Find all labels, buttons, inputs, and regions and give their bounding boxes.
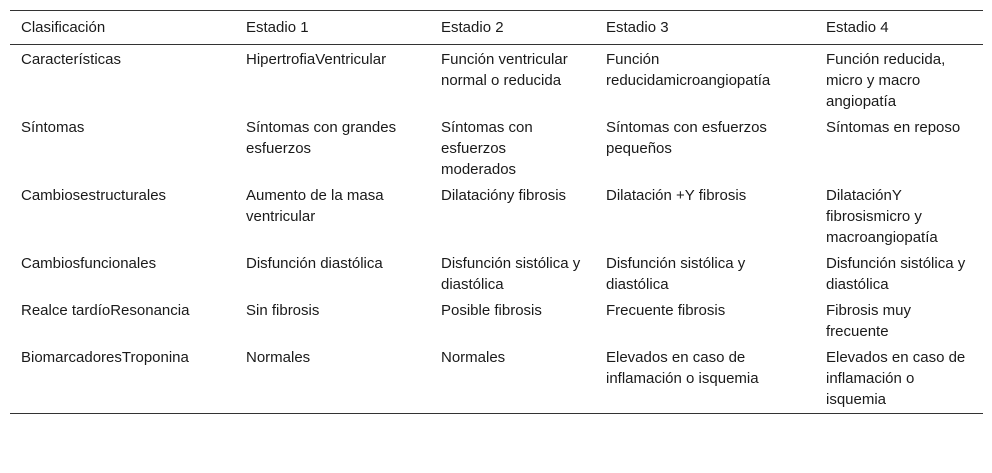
table-cell: Normales <box>246 349 311 366</box>
header-cell-estadio-3: Estadio 3 <box>606 19 669 36</box>
table-cell: Disfunción sistólica y diastólica <box>441 255 581 293</box>
table-cell: Aumento de la masa ventricular <box>246 187 384 225</box>
table-cell: Dilatacióny fibrosis <box>441 187 567 204</box>
table-row <box>10 181 983 249</box>
table-cell: Posible fibrosis <box>441 302 542 319</box>
table-row <box>10 249 983 296</box>
table-cell: Función ventricular normal o reducida <box>441 51 568 89</box>
table-cell: Elevados en caso de inflamación o isquemia <box>826 349 966 408</box>
row-label-cell: BiomarcadoresTroponina <box>21 349 189 366</box>
table-cell: Función reducida, micro y macro angiopatía <box>826 51 946 110</box>
table-cell: Síntomas con esfuerzos moderados <box>441 119 533 178</box>
table-cell: DilataciónY fibrosismicro y macroangiopatía <box>826 187 938 246</box>
table-cell: Fibrosis muy frecuente <box>826 302 912 340</box>
table-cell: Sin fibrosis <box>246 302 320 319</box>
table-row <box>10 45 983 114</box>
header-cell-estadio-4: Estadio 4 <box>826 19 889 36</box>
row-label-cell: Cambiosestructurales <box>21 187 167 204</box>
row-label-cell: Características <box>21 51 122 68</box>
table-cell: Función reducidamicroangiopatía <box>606 51 771 89</box>
table-header <box>10 11 983 45</box>
table-cell: HipertrofiaVentricular <box>246 51 387 68</box>
table-cell: Dilatación +Y fibrosis <box>606 187 747 204</box>
table-cell: Disfunción sistólica y diastólica <box>826 255 966 293</box>
table-row <box>10 343 983 414</box>
table-cell: Síntomas en reposo <box>826 119 961 136</box>
table-cell: Síntomas con grandes esfuerzos <box>246 119 397 157</box>
row-label-cell: Síntomas <box>21 119 85 136</box>
table-cell: Síntomas con esfuerzos pequeños <box>606 119 767 157</box>
table-row <box>10 296 983 343</box>
header-cell-clasificacion: Clasificación <box>21 19 106 36</box>
table-cell: Normales <box>441 349 506 366</box>
classification-table-container <box>10 10 983 414</box>
table-cell: Disfunción sistólica y diastólica <box>606 255 746 293</box>
table-body <box>10 45 983 414</box>
header-cell-estadio-2: Estadio 2 <box>441 19 504 36</box>
header-row <box>10 11 983 45</box>
table-row <box>10 113 983 181</box>
table-cell: Disfunción diastólica <box>246 255 383 272</box>
table-cell: Frecuente fibrosis <box>606 302 726 319</box>
header-cell-estadio-1: Estadio 1 <box>246 19 309 36</box>
table-cell: Elevados en caso de inflamación o isquemia <box>606 349 759 387</box>
row-label-cell: Realce tardíoResonancia <box>21 302 190 319</box>
row-label-cell: Cambiosfuncionales <box>21 255 157 272</box>
classification-table <box>10 10 983 414</box>
